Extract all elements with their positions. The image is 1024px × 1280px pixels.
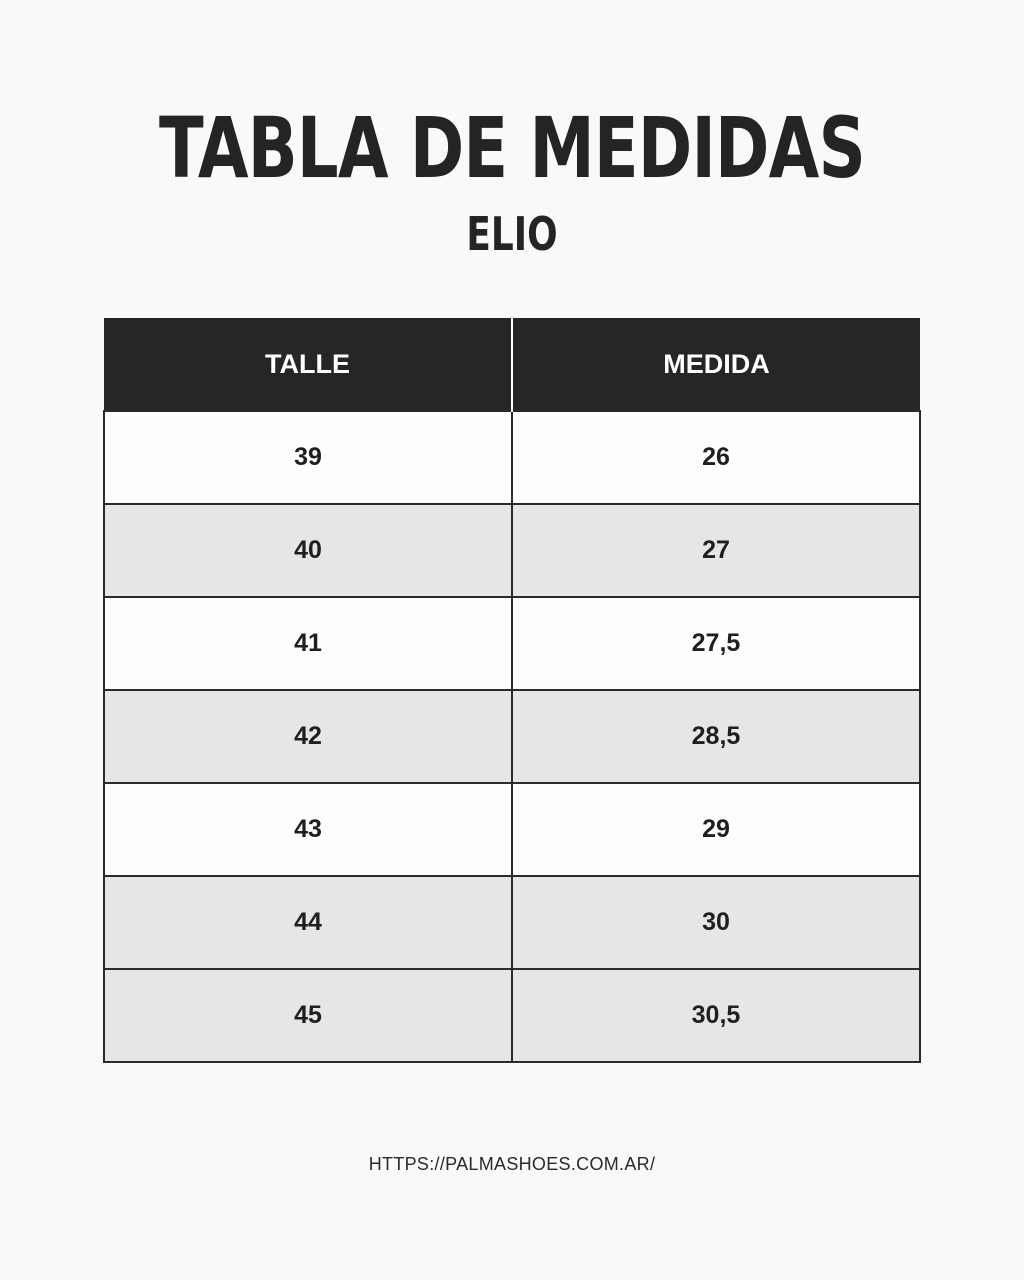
- cell-medida: 30,5: [512, 969, 920, 1062]
- cell-talle: 43: [104, 783, 512, 876]
- cell-medida: 30: [512, 876, 920, 969]
- footer-website-url[interactable]: HTTPS://PALMASHOES.COM.AR/: [368, 1154, 656, 1174]
- cell-medida: 28,5: [512, 690, 920, 783]
- product-name: ELIO: [466, 207, 558, 261]
- page-title: TABLA DE MEDIDAS: [158, 99, 865, 197]
- table-header-row: [104, 318, 920, 411]
- table-row: [104, 411, 920, 504]
- table-row: [104, 783, 920, 876]
- column-header-talle: TALLE: [104, 318, 512, 411]
- cell-medida: 27,5: [512, 597, 920, 690]
- table-row: [104, 969, 920, 1062]
- cell-talle: 40: [104, 504, 512, 597]
- cell-talle: 39: [104, 411, 512, 504]
- cell-medida: 27: [512, 504, 920, 597]
- table-row: [104, 876, 920, 969]
- cell-talle: 41: [104, 597, 512, 690]
- cell-talle: 42: [104, 690, 512, 783]
- cell-talle: 44: [104, 876, 512, 969]
- table-row: [104, 690, 920, 783]
- cell-medida: 26: [512, 411, 920, 504]
- table-row: [104, 504, 920, 597]
- table-row: [104, 597, 920, 690]
- size-chart-table: [103, 318, 921, 1063]
- cell-talle: 45: [104, 969, 512, 1062]
- column-header-medida: MEDIDA: [512, 318, 920, 411]
- cell-medida: 29: [512, 783, 920, 876]
